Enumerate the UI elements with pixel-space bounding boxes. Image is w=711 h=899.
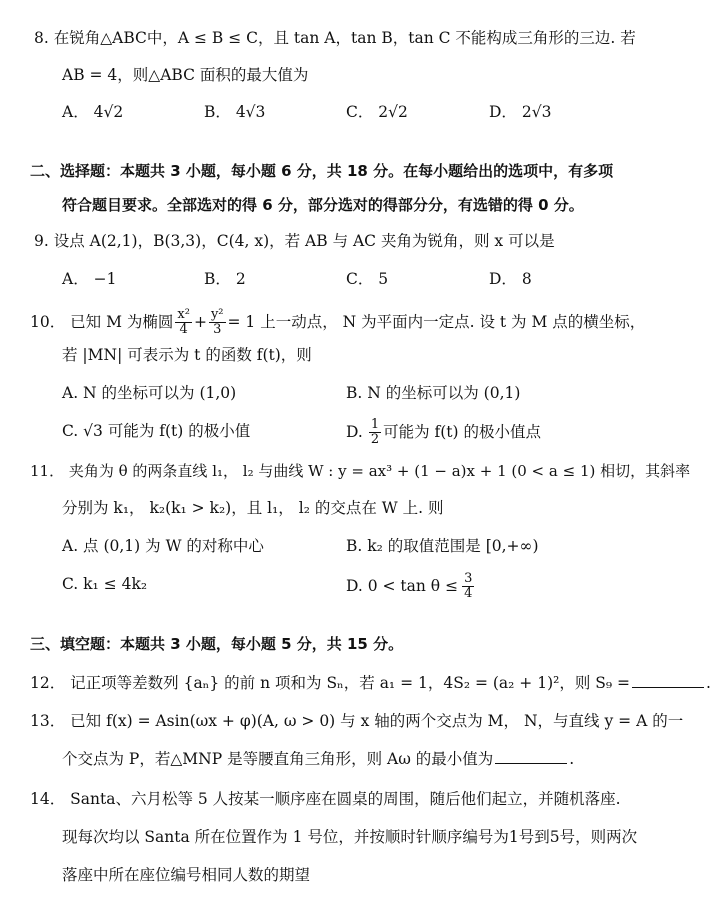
section2-heading-line2: 符合题目要求。全部选对的得 6 分，部分选对的得部分分，有选错的得 0 分。	[62, 196, 584, 214]
q11-optD-num: 3	[464, 570, 473, 586]
q11-line2: 分别为 k₁， k₂(k₁ > k₂)，且 l₁， l₂ 的交点在 W 上. 则	[62, 499, 444, 517]
q9-option-b: B． 2	[204, 270, 246, 288]
q11-line1: 11． 夹角为 θ 的两条直线 l₁， l₂ 与曲线 W : y = ax³ + (1 − a)x + 1 (0 < a ≤ 1) 相切，其斜率	[30, 462, 691, 480]
q10-frac2-den: 3	[213, 321, 222, 337]
q10-line1	[30, 302, 645, 342]
q8-line2: AB = 4，则△ABC 面积的最大值为	[62, 66, 309, 84]
section3-heading: 三、填空题：本题共 3 小题，每小题 5 分，共 15 分。	[30, 635, 404, 653]
q10-option-a: A. N 的坐标可以为 (1,0)	[62, 384, 237, 402]
section2-heading-line1: 二、选择题：本题共 3 小题，每小题 6 分，共 18 分。在每小题给出的选项中，有多项	[30, 162, 614, 180]
q10-ellipse-frac-x	[175, 308, 192, 337]
q10-frac1-num: x²	[177, 306, 190, 322]
q8-option-c: C． 2√2	[346, 103, 408, 121]
q10-optD-suffix: 可能为 f(t) 的极小值点	[383, 423, 542, 441]
q10-option-c: C. √3 可能为 f(t) 的极小值	[62, 422, 251, 440]
q14-line1: 14． Santa、六月松等 5 人按某一顺序座在圆桌的周围，随后他们起立，并随机落座.	[30, 790, 621, 808]
q11-option-a: A. 点 (0,1) 为 W 的对称中心	[62, 537, 264, 555]
q8-option-b: B． 4√3	[204, 103, 266, 121]
q8-option-a: A． 4√2	[62, 103, 124, 121]
q10-option-d	[346, 412, 541, 452]
q13-line2: 个交点为 P，若△MNP 是等腰直角三角形，则 Aω 的最小值为	[62, 750, 494, 768]
q9-option-d: D． 8	[489, 270, 532, 288]
q13-line1: 13． 已知 f(x) = Asin(ωx + φ)(A, ω > 0) 与 x 轴的两个交点为 M， N，与直线 y = A 的一	[30, 712, 684, 730]
q11-option-d	[346, 565, 476, 607]
q10-optD-prefix: D.	[346, 423, 363, 441]
q8-option-d: D． 2√3	[489, 103, 552, 121]
q10-optD-den: 2	[370, 431, 380, 447]
q9-line1: 9. 设点 A(2,1)，B(3,3)，C(4, x)，若 AB 与 AC 夹角为锐角，则 x 可以是	[34, 232, 555, 250]
q10-suffix: = 1 上一动点， N 为平面内一定点. 设 t 为 M 点的横坐标，	[227, 313, 646, 331]
q8-line1: 8. 在锐角△ABC中，A ≤ B ≤ C，且 tan A，tan B，tan C 不能构成三角形的三边. 若	[34, 29, 636, 47]
q13-end: .	[569, 750, 575, 768]
q14-line2: 现每次均以 Santa 所在位置作为 1 号位，并按顺时针顺序编号为1号到5号，则两次	[62, 828, 638, 846]
q11-option-b: B. k₂ 的取值范围是 [0,+∞)	[346, 537, 539, 555]
q9-option-c: C． 5	[346, 270, 389, 288]
q10-optD-frac	[369, 418, 381, 447]
q14-line3: 落座中所在座位编号相同人数的期望	[62, 866, 311, 884]
q11-optD-den: 4	[464, 585, 473, 601]
q12-text: 12． 记正项等差数列 {aₙ} 的前 n 项和为 Sₙ，若 a₁ = 1，4S₂ = (a₂ + 1)²，则 S₉ =	[30, 674, 631, 692]
q10-ellipse-frac-y	[209, 308, 226, 337]
q12-line	[30, 672, 711, 694]
q11-optD-prefix: D. 0 < tan θ ≤	[346, 577, 459, 595]
q10-optD-num: 1	[370, 416, 380, 432]
q12-end: .	[706, 674, 711, 692]
q10-frac2-num: y²	[210, 306, 224, 322]
q11-optD-frac	[462, 572, 474, 601]
q11-option-c: C. k₁ ≤ 4k₂	[62, 575, 148, 593]
q12-answer-blank[interactable]	[632, 673, 704, 688]
q13-line2-wrap	[62, 748, 574, 770]
q10-line2: 若 |MN| 可表示为 t 的函数 f(t)，则	[62, 346, 312, 364]
q13-answer-blank[interactable]	[495, 749, 567, 764]
q10-plus: +	[193, 313, 207, 331]
q10-option-b: B. N 的坐标可以为 (0,1)	[346, 384, 521, 402]
q10-prefix: 10． 已知 M 为椭圆	[30, 313, 174, 331]
q10-frac1-den: 4	[179, 321, 188, 337]
q9-option-a: A． −1	[62, 270, 117, 288]
